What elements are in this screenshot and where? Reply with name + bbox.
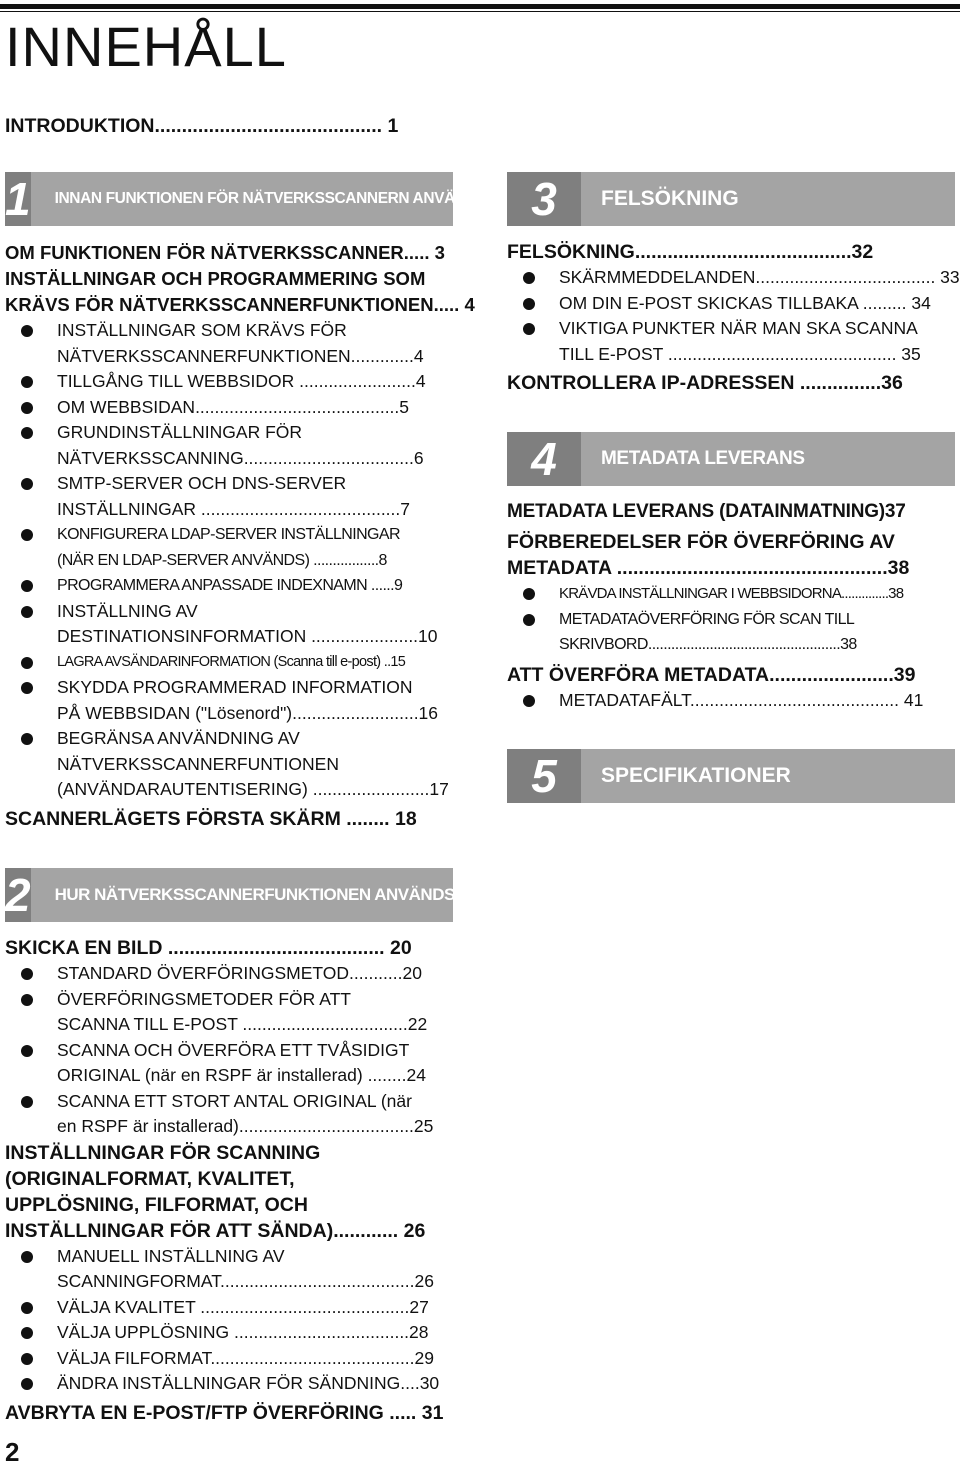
chapter-number: 1 bbox=[5, 173, 31, 225]
bullet-icon bbox=[21, 1327, 33, 1339]
toc-subentry[interactable]: (NÄR EN LDAP-SERVER ANVÄNDS) .................8 bbox=[57, 551, 387, 569]
bullet-icon bbox=[21, 478, 33, 490]
top-rule bbox=[0, 4, 960, 9]
bullet-icon bbox=[21, 325, 33, 337]
chapter-3-entries bbox=[507, 239, 960, 396]
toc-subentry[interactable]: PROGRAMMERA ANPASSADE INDEXNAMN ......9 bbox=[5, 573, 455, 599]
intro-entry[interactable]: INTRODUKTION.......................................... 1 bbox=[5, 115, 399, 137]
toc-subentry[interactable]: TILL E-POST ............................................... 35 bbox=[559, 343, 921, 364]
bullet-icon bbox=[21, 682, 33, 694]
bullet-icon bbox=[523, 323, 535, 335]
chapter-4-entries bbox=[507, 497, 957, 713]
toc-subentry[interactable]: NÄTVERKSSCANNERFUNTIONEN bbox=[57, 753, 339, 774]
toc-entry[interactable]: UPPLÖSNING, FILFORMAT, OCH bbox=[5, 1193, 308, 1216]
toc-subentry[interactable]: TILLGÅNG TILL WEBBSIDOR ........................4 bbox=[5, 369, 455, 395]
toc-entry[interactable]: METADATA LEVERANS (DATAINMATNING)37 bbox=[507, 501, 906, 522]
toc-subentry[interactable]: DESTINATIONSINFORMATION ......................10 bbox=[57, 626, 438, 646]
toc-entry[interactable]: ATT ÖVERFÖRA METADATA.......................39 bbox=[507, 663, 916, 686]
toc-entry[interactable]: METADATA ..................................................38 bbox=[507, 557, 910, 579]
toc-entry[interactable]: FÖRBEREDELSER FÖR ÖVERFÖRING AV bbox=[507, 531, 895, 553]
page-title: INNEHÅLL bbox=[5, 15, 287, 78]
bullet-icon bbox=[21, 376, 33, 388]
toc-subentry[interactable]: PÅ WEBBSIDAN ("Lösenord")..........................16 bbox=[57, 702, 439, 723]
bullet-icon bbox=[21, 1302, 33, 1314]
page-number: 2 bbox=[5, 1437, 20, 1467]
toc-subentry[interactable]: OM DIN E-POST SKICKAS TILLBAKA ......... 34 bbox=[507, 291, 957, 317]
toc-entry[interactable]: SKICKA EN BILD ........................................ 20 bbox=[5, 937, 412, 959]
chapter-1-header[interactable] bbox=[5, 172, 487, 226]
toc-subentry[interactable]: MANUELL INSTÄLLNING AV bbox=[5, 1244, 455, 1270]
toc-entry[interactable]: AVBRYTA EN E-POST/FTP ÖVERFÖRING ..... 31 bbox=[5, 1401, 444, 1424]
bullet-icon bbox=[523, 298, 535, 310]
chapter-number: 3 bbox=[507, 172, 581, 226]
toc-subentry[interactable]: OM WEBBSIDAN..........................................5 bbox=[5, 395, 455, 421]
toc-subentry[interactable]: ÄNDRA INSTÄLLNINGAR FÖR SÄNDNING....30 bbox=[5, 1371, 455, 1397]
bullet-icon bbox=[21, 529, 33, 541]
bullet-icon bbox=[21, 580, 33, 592]
bullet-icon bbox=[21, 1096, 33, 1108]
toc-subentry[interactable]: VÄLJA KVALITET ...........................................27 bbox=[5, 1295, 455, 1321]
toc-subentry[interactable]: SKÄRMMEDDELANDEN..................................... 33 bbox=[507, 265, 957, 291]
toc-subentry[interactable]: SKYDDA PROGRAMMERAD INFORMATION bbox=[5, 675, 455, 701]
toc-entry[interactable]: INSTÄLLNINGAR FÖR SCANNING bbox=[5, 1141, 321, 1164]
chapter-2-header[interactable] bbox=[5, 868, 453, 922]
toc-subentry[interactable]: SCANNA OCH ÖVERFÖRA ETT TVÅSIDIGT bbox=[5, 1038, 455, 1064]
toc-subentry[interactable]: SCANNA ETT STORT ANTAL ORIGINAL (när bbox=[5, 1089, 455, 1115]
chapter-2-entries bbox=[5, 935, 455, 1426]
toc-subentry[interactable]: SMTP-SERVER OCH DNS-SERVER bbox=[5, 471, 455, 497]
toc-entry[interactable]: OM FUNKTIONEN FÖR NÄTVERKSSCANNER..... 3 bbox=[5, 242, 445, 263]
bullet-icon bbox=[21, 657, 33, 669]
toc-subentry[interactable]: KRÄVDA INSTÄLLNINGAR I WEBBSIDORNA..............38 bbox=[507, 581, 957, 607]
toc-entry[interactable]: INSTÄLLNINGAR FÖR ATT SÄNDA)............ 26 bbox=[5, 1219, 426, 1242]
toc-entry[interactable]: INSTÄLLNINGAR OCH PROGRAMMERING SOM bbox=[5, 268, 426, 289]
toc-subentry[interactable]: VIKTIGA PUNKTER NÄR MAN SKA SCANNA bbox=[507, 316, 957, 342]
bullet-icon bbox=[21, 968, 33, 980]
toc-subentry[interactable]: INSTÄLLNINGAR SOM KRÄVS FÖR bbox=[5, 318, 455, 344]
chapter-3-header[interactable] bbox=[507, 172, 955, 226]
toc-subentry[interactable]: en RSPF är installerad)....................................25 bbox=[57, 1116, 434, 1136]
toc-subentry[interactable]: NÄTVERKSSCANNING...................................6 bbox=[57, 447, 424, 468]
chapter-number: 2 bbox=[5, 869, 31, 921]
chapter-number: 4 bbox=[507, 432, 581, 486]
toc-subentry[interactable]: ORIGINAL (när en RSPF är installerad) ........24 bbox=[57, 1065, 426, 1085]
bullet-icon bbox=[21, 733, 33, 745]
toc-subentry[interactable]: VÄLJA UPPLÖSNING ....................................28 bbox=[5, 1320, 455, 1346]
chapter-title: HUR NÄTVERKSSCANNERFUNKTIONEN ANVÄNDS bbox=[54, 885, 455, 904]
toc-subentry[interactable]: SCANNINGFORMAT........................................26 bbox=[57, 1271, 434, 1291]
toc-subentry[interactable]: BEGRÄNSA ANVÄNDNING AV bbox=[5, 726, 455, 752]
bullet-icon bbox=[523, 695, 535, 707]
toc-subentry[interactable]: METADATAÖVERFÖRING FÖR SCAN TILL bbox=[507, 607, 957, 633]
bullet-icon bbox=[523, 272, 535, 284]
toc-subentry[interactable]: INSTÄLLNINGAR .........................................7 bbox=[57, 498, 410, 519]
chapter-title: METADATA LEVERANS bbox=[601, 448, 805, 469]
bullet-icon bbox=[21, 994, 33, 1006]
chapter-5-header[interactable] bbox=[507, 749, 955, 803]
chapter-title: INNAN FUNKTIONEN FÖR NÄTVERKSSCANNERN ANVÄNDS bbox=[54, 190, 487, 207]
chapter-number: 5 bbox=[507, 749, 581, 803]
toc-subentry[interactable]: INSTÄLLNING AV bbox=[5, 599, 455, 625]
toc-subentry[interactable]: NÄTVERKSSCANNERFUNKTIONEN.............4 bbox=[57, 345, 424, 366]
toc-entry[interactable]: (ORIGINALFORMAT, KVALITET, bbox=[5, 1167, 295, 1190]
toc-subentry[interactable]: KONFIGURERA LDAP-SERVER INSTÄLLNINGAR bbox=[5, 522, 455, 548]
bullet-icon bbox=[21, 402, 33, 414]
bullet-icon bbox=[21, 1045, 33, 1057]
toc-subentry[interactable]: METADATAFÄLT........................................... 41 bbox=[507, 688, 957, 714]
toc-subentry[interactable]: SCANNA TILL E-POST ..................................22 bbox=[57, 1014, 428, 1034]
toc-entry[interactable]: SCANNERLÄGETS FÖRSTA SKÄRM ........ 18 bbox=[5, 807, 417, 830]
bullet-icon bbox=[21, 606, 33, 618]
bullet-icon bbox=[21, 1251, 33, 1263]
toc-entry[interactable]: KONTROLLERA IP-ADRESSEN ...............36 bbox=[507, 372, 903, 394]
toc-subentry[interactable]: GRUNDINSTÄLLNINGAR FÖR bbox=[5, 420, 455, 446]
bullet-icon bbox=[21, 1378, 33, 1390]
bullet-icon bbox=[21, 1353, 33, 1365]
toc-entry[interactable]: FELSÖKNING........................................32 bbox=[507, 241, 874, 263]
toc-subentry[interactable]: (ANVÄNDARAUTENTISERING) ........................17 bbox=[57, 779, 449, 799]
toc-subentry[interactable]: VÄLJA FILFORMAT..........................................29 bbox=[5, 1346, 455, 1372]
bullet-icon bbox=[523, 588, 535, 600]
chapter-title: SPECIFIKATIONER bbox=[601, 764, 791, 787]
toc-subentry[interactable]: STANDARD ÖVERFÖRINGSMETOD...........20 bbox=[5, 961, 455, 987]
toc-subentry[interactable]: LAGRA AVSÄNDARINFORMATION (Scanna till e-post) ..15 bbox=[5, 650, 455, 676]
bullet-icon bbox=[523, 614, 535, 626]
toc-entry[interactable]: KRÄVS FÖR NÄTVERKSSCANNERFUNKTIONEN..... 4 bbox=[5, 294, 475, 315]
top-rule-thin bbox=[0, 11, 960, 12]
toc-subentry[interactable]: SKRIVBORD..................................................38 bbox=[559, 636, 857, 653]
chapter-title: FELSÖKNING bbox=[601, 187, 739, 210]
chapter-1-entries bbox=[5, 240, 475, 832]
bullet-icon bbox=[21, 427, 33, 439]
toc-subentry[interactable]: ÖVERFÖRINGSMETODER FÖR ATT bbox=[5, 987, 455, 1013]
chapter-4-header[interactable] bbox=[507, 432, 955, 486]
